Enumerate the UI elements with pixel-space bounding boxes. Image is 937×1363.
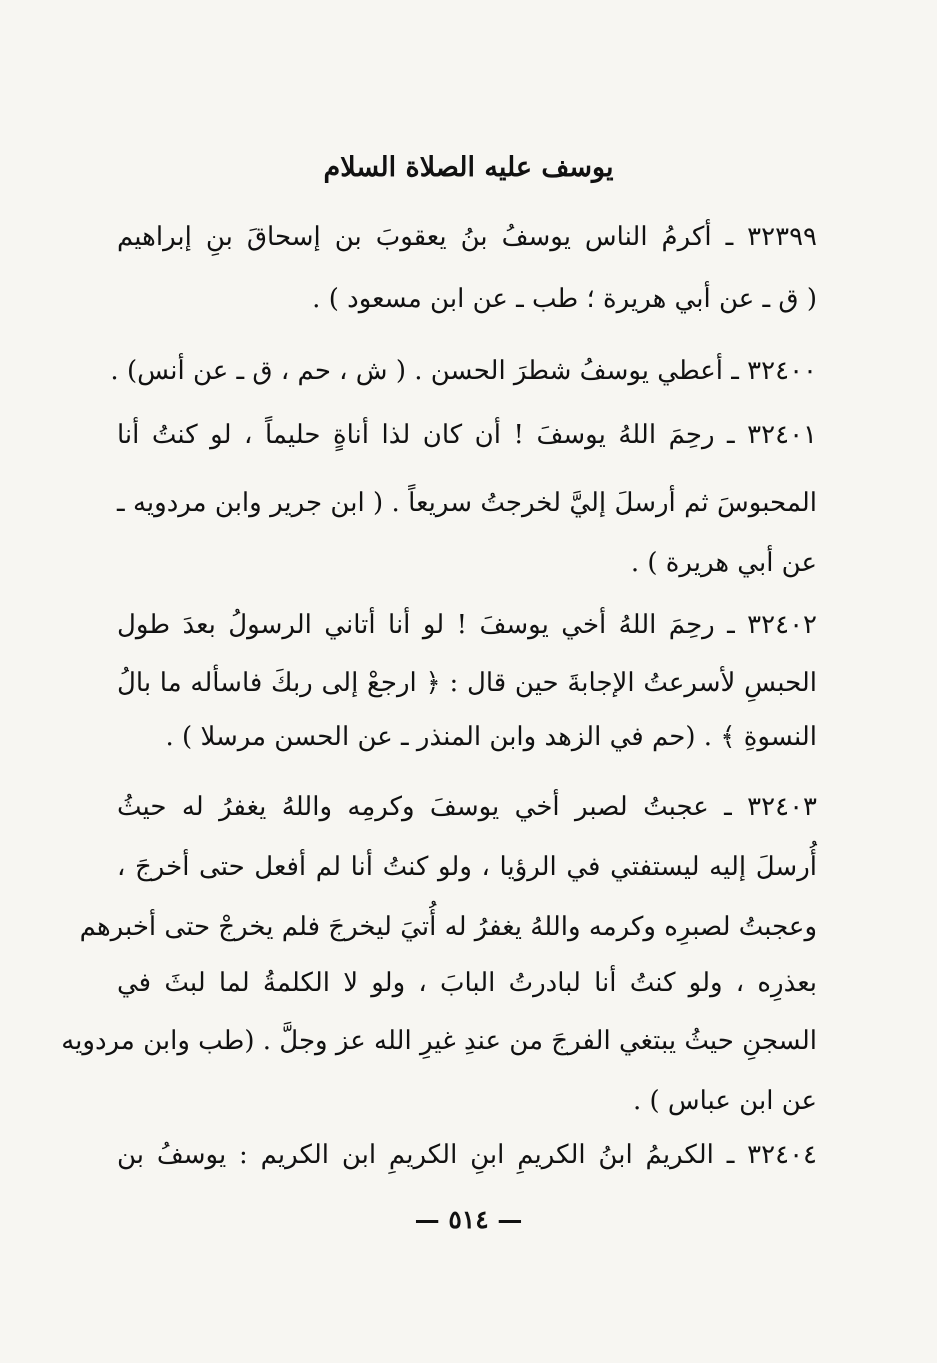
text-line-5: المحبوسَ ثم أرسلَ إليَّ لخرجتُ سريعاً . ( ابن جرير وابن مردويه ـ xyxy=(117,488,817,518)
text-line-10: ٣٢٤٠٣ ـ عجبتُ لصبر أخي يوسفَ وكرمِه واللهُ يغفرُ له حيثُ xyxy=(117,792,817,822)
text-line-4: ٣٢٤٠١ ـ رحِمَ اللهُ يوسفَ ! أن كان لذا أناةٍ حليماً ، لو كنتُ أنا xyxy=(117,420,817,450)
text-line-3: ٣٢٤٠٠ ـ أعطي يوسفُ شطرَ الحسن . ( ش ، حم ، ق ـ عن أنس) . xyxy=(110,356,817,386)
text-line-6: عن أبي هريرة ) . xyxy=(630,548,817,578)
text-line-14: السجنِ حيثُ يبتغي الفرجَ من عندِ غيرِ الله عز وجلَّ . (طب وابن مردويه xyxy=(61,1026,817,1056)
text-line-11: أُرسلَ إليه ليستفتي في الرؤيا ، ولو كنتُ أنا لم أفعل حتى أخرجَ ، xyxy=(117,852,817,882)
text-line-1: ٣٢٣٩٩ ـ أكرمُ الناس يوسفُ بنُ يعقوبَ بن إسحاقَ بنِ إبراهيم xyxy=(117,222,817,252)
text-line-13: بعذرِه ، ولو كنتُ أنا لبادرتُ البابَ ، ولو لا الكلمةُ لما لبثَ في xyxy=(117,968,817,998)
text-line-7: ٣٢٤٠٢ ـ رحِمَ اللهُ أخي يوسفَ ! لو أنا أتاني الرسولُ بعدَ طول xyxy=(117,610,817,640)
text-line-8: الحبسِ لأسرعتُ الإجابةَ حين قال : ﴿ ارجعْ إلى ربكَ فاسأله ما بالُ xyxy=(117,668,817,698)
text-line-15: عن ابن عباس ) . xyxy=(632,1086,817,1116)
text-line-12: وعجبتُ لصبرِه وكرمه واللهُ يغفرُ له أُتيَ ليخرجَ فلم يخرجْ حتى أخبرهم xyxy=(79,912,817,942)
page-title: يوسف عليه الصلاة السلام xyxy=(323,152,614,183)
text-line-9: النسوةِ ﴾ . (حم في الزهد وابن المنذر ـ عن الحسن مرسلا ) . xyxy=(165,722,817,752)
text-line-16: ٣٢٤٠٤ ـ الكريمُ ابنُ الكريمِ ابنِ الكريمِ ابن الكريم : يوسفُ بن xyxy=(117,1140,817,1170)
text-line-2: ( ق ـ عن أبي هريرة ؛ طب ـ عن ابن مسعود ) . xyxy=(312,284,817,314)
page-number: — ٥١٤ — xyxy=(414,1205,523,1234)
